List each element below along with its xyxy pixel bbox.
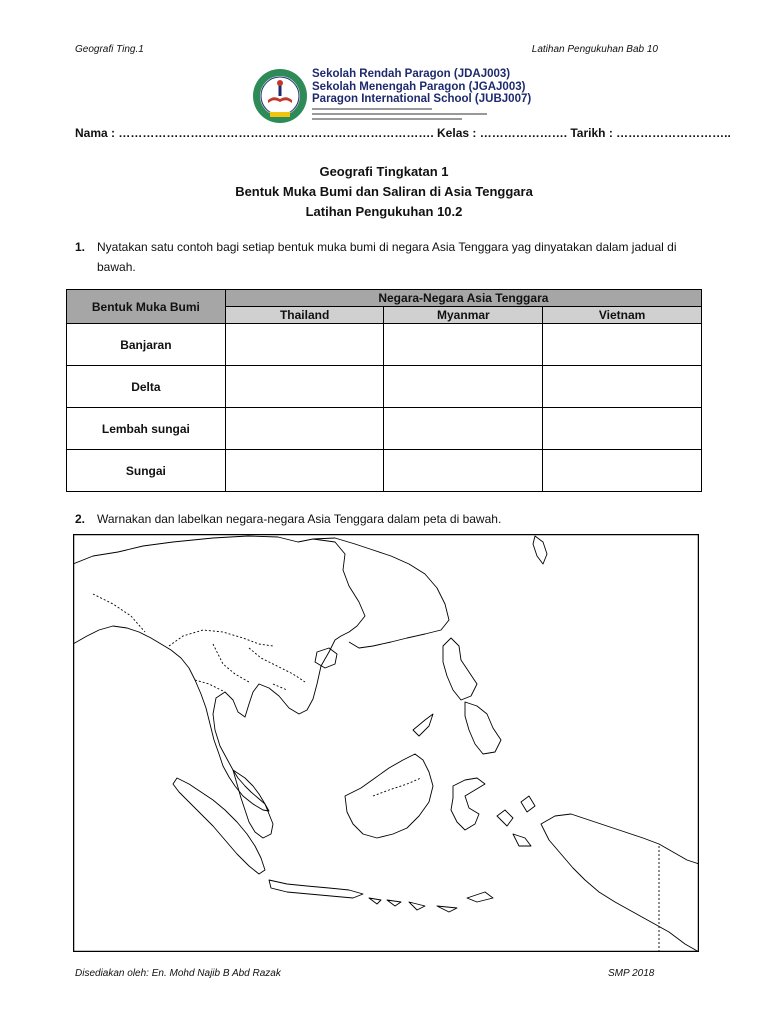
southeast-asia-outline-map[interactable] [73,534,699,952]
column-header-vietnam: Vietnam [543,307,702,324]
header-right: Latihan Pengukuhan Bab 10 [531,44,658,55]
column-header-myanmar: Myanmar [384,307,543,324]
school-letterhead [252,68,532,128]
row-label-delta: Delta [67,366,226,408]
answer-cell[interactable] [225,324,384,366]
school-name-primary: Sekolah Rendah Paragon (JDAJ003) [312,68,511,80]
school-name-international: Paragon International School (JUBJ007) [312,93,532,105]
answer-cell[interactable] [384,324,543,366]
answer-cell[interactable] [543,324,702,366]
answer-cell[interactable] [225,408,384,450]
school-address-block [312,106,492,124]
student-info-line: Nama : ……………………………………………………………………. Kelas : …………………. Tarikh : ……………………….. [75,126,731,140]
table-row [67,324,702,366]
title-topic: Bentuk Muka Bumi dan Saliran di Asia Tenggara [235,184,533,199]
answer-cell[interactable] [384,450,543,492]
answer-cell[interactable] [543,408,702,450]
table-row [67,366,702,408]
answer-cell[interactable] [543,366,702,408]
question-2-number: 2. [75,512,86,526]
header-left: Geografi Ting.1 [75,44,144,55]
school-name-secondary: Sekolah Menengah Paragon (JGAJ003) [312,80,526,93]
row-label-lembah-sungai: Lembah sungai [67,408,226,450]
row-label-banjaran: Banjaran [67,324,226,366]
title-exercise: Latihan Pengukuhan 10.2 [305,204,463,219]
answer-cell[interactable] [225,366,384,408]
answer-cell[interactable] [225,450,384,492]
table-row [67,450,702,492]
worksheet-titles [0,162,768,222]
table-row [67,408,702,450]
question-2 [75,509,675,529]
landform-table [66,289,702,492]
footer-school-year: SMP 2018 [608,968,655,979]
column-header-countries-group: Negara-Negara Asia Tenggara [225,290,701,307]
title-subject: Geografi Tingkatan 1 [319,164,449,179]
question-2-text: Warnakan dan labelkan negara-negara Asia Tenggara dalam peta di bawah. [97,512,502,526]
column-header-thailand: Thailand [225,307,384,324]
answer-cell[interactable] [384,366,543,408]
answer-cell[interactable] [384,408,543,450]
column-header-landform: Bentuk Muka Bumi [67,290,226,324]
question-1 [75,237,675,277]
question-1-number: 1. [75,240,86,254]
footer-author: Disediakan oleh: En. Mohd Najib B Abd Razak [75,968,281,979]
row-label-sungai: Sungai [67,450,226,492]
answer-cell[interactable] [543,450,702,492]
school-seal-logo [252,68,308,124]
question-1-text: Nyatakan satu contoh bagi setiap bentuk muka bumi di negara Asia Tenggara yag dinyatakan dalam jadual di bawah. [97,240,677,274]
